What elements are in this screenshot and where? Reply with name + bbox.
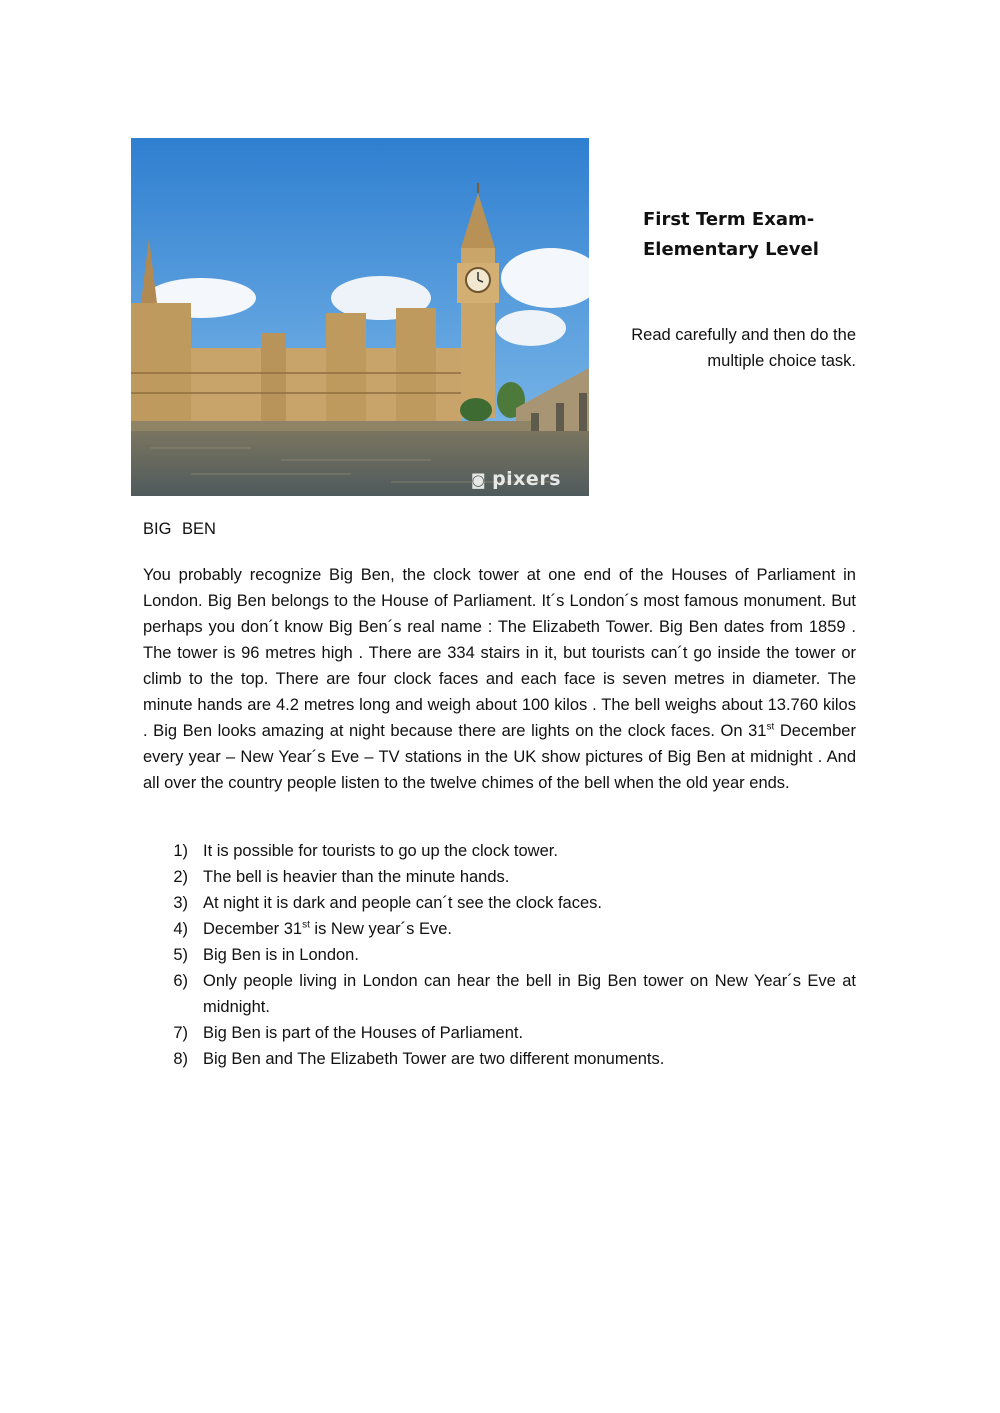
reading-passage (143, 562, 856, 796)
statement-text: Big Ben is part of the Houses of Parliament. (203, 1024, 524, 1042)
statement-list (143, 838, 856, 1072)
statement-text: Big Ben and The Elizabeth Tower are two different monuments. (203, 1050, 665, 1068)
statement-text: Only people living in London can hear the bell in Big Ben tower on New Year´s Eve at midnight. (203, 972, 856, 1016)
statement-number: 7) (173, 1024, 188, 1042)
statement-item (143, 890, 856, 916)
statement-item (143, 916, 856, 942)
statement-number: 8) (173, 1050, 188, 1068)
statement-item (143, 942, 856, 968)
photo-watermark (471, 468, 561, 490)
camera-icon: ◙ (471, 471, 487, 489)
statement-number: 6) (173, 972, 188, 990)
statement-number: 3) (173, 894, 188, 912)
passage-heading: BIG BEN (143, 520, 216, 538)
statement-text: Big Ben is in London. (203, 946, 359, 964)
exam-title (643, 205, 863, 265)
big-ben-photo (131, 138, 589, 496)
instructions-line-1: Read carefully and then do the (631, 326, 856, 344)
statement-number: 2) (173, 868, 188, 886)
statement-item (143, 1020, 856, 1046)
statement-ordinal-suffix: st (302, 919, 310, 931)
statement-text-after: is New year´s Eve. (309, 920, 452, 938)
title-line-1: First Term Exam- (643, 209, 815, 230)
title-line-2: Elementary Level (643, 239, 819, 260)
statement-text: The bell is heavier than the minute hands. (203, 868, 510, 886)
statement-text: At night it is dark and people can´t see the clock faces. (203, 894, 602, 912)
statement-text-before: December 31 (203, 920, 303, 938)
statement-item (143, 864, 856, 890)
instructions (600, 322, 856, 374)
passage-ordinal-suffix: st (766, 721, 775, 733)
passage-text-2: December every year – New Year´s Eve – TV stations in the UK show pictures of Big Ben at midnight . And all over the country people listen to the twelve chimes of the bell when the old year ends. (143, 722, 856, 792)
statement-text: It is possible for tourists to go up the clock tower. (203, 842, 558, 860)
statement-text (203, 916, 856, 942)
statement-item (143, 1046, 856, 1072)
statement-item (143, 968, 856, 1020)
statement-number: 4) (173, 920, 188, 938)
passage-text-1: You probably recognize Big Ben, the clock tower at one end of the Houses of Parliament in London. Big Ben belongs to the House of Parliament. It´s London´s most famous monument. But perhaps you don´t know Big Ben´s real name : The Elizabeth Tower. Big Ben dates from 1859 . The tower is 96 metres high . There are 334 stairs in it, but tourists can´t go inside the tower or climb to the top. There are four clock faces and each face is seven metres in diameter. The minute hands are 4.2 metres long and weigh about 100 kilos . The bell weighs about 13.760 kilos . Big Ben looks amazing at night because there are lights on the clock faces. On 31 (143, 566, 856, 740)
watermark-text: pixers (492, 468, 561, 490)
instructions-line-2: multiple choice task. (707, 352, 856, 370)
statement-number: 1) (173, 842, 188, 860)
statement-item (143, 838, 856, 864)
statement-number: 5) (173, 946, 188, 964)
